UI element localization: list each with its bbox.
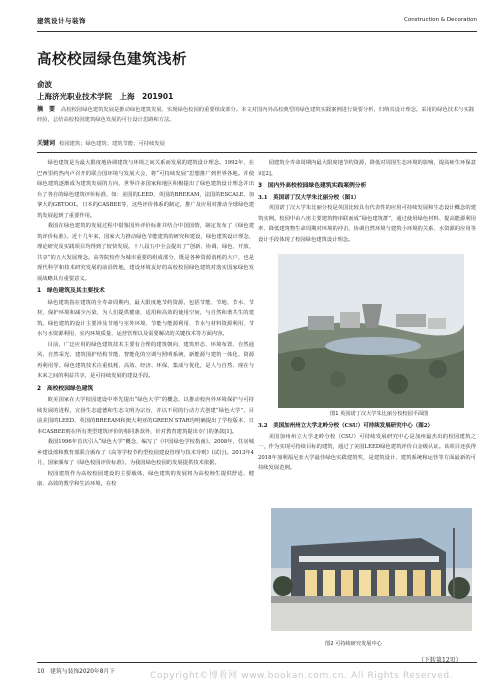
- figure-1-caption: 图1 英国诺丁汉大学朱比丽分校校园平面图: [330, 411, 429, 417]
- header-rule: [37, 31, 477, 32]
- abstract-rule: [37, 152, 477, 153]
- body-paragraph: 我国在绿色建筑的发展过程中借鉴国外评价标准并结合中国国情，制定发布了《绿色建筑评价标准》。近十几年来，国家大力推动绿色节能建筑的研究和建设，绿色建筑设计理念，理论研究及实践项目均得到了较快发展。十八届五中全会提出了“创新、协调、绿色、开放、共享”的五大发展理念。高等院校作为城市重要的组成部分，既是各种资源消耗的大户，也是现代科学和技术研究发展的前沿阵地，建设环境友好的高校校园绿色建筑对落实国家绿色发展战略具有重要意义。: [37, 223, 254, 282]
- keywords: [37, 138, 477, 147]
- body-paragraph: 我国1996年首次引入“绿色大学”概念，编写了《中国绿色学校指南》。2008年，住房城乡建设部和教育部联合颁布了《高等学校节约型校园建设管理与技术导则》(试行)。2013年4月，国家颁布了《绿色校园评价标准》，为我国绿色校园的发展提供技术依据。: [37, 439, 254, 466]
- section-heading: 1 绿色建筑及其主要技术: [37, 288, 105, 294]
- page-footer: 10 建筑与装饰2020年8月下: [37, 669, 115, 675]
- abstract: [37, 105, 477, 125]
- footer-rule: [37, 662, 477, 663]
- continued-note: （下转第12页）: [418, 657, 462, 664]
- author-name: 俞波: [37, 80, 52, 89]
- figure-1-campus-plan: [278, 254, 464, 408]
- running-header: [37, 14, 477, 30]
- figure-2-research-center: [271, 508, 472, 631]
- section-heading: 2 高校校园绿色建筑: [37, 385, 94, 392]
- header-section: 建筑设计与装饰: [37, 17, 86, 25]
- section-heading: 3.1 英国诺丁汉大学朱比丽分校（图1）: [258, 194, 360, 201]
- left-column: [37, 158, 254, 658]
- right-column-bottom: [258, 420, 476, 502]
- section-heading: 3 国内外高校校园绿色建筑实践案例分析: [258, 183, 367, 189]
- article-title: 高校校园绿色建筑浅析: [37, 52, 187, 68]
- keywords-text: 校园建筑；绿色建筑；建筑节能；可持续发展: [59, 141, 165, 147]
- header-section-en: Construction & Decoration: [404, 17, 477, 23]
- abstract-label: 摘 要: [37, 106, 56, 113]
- body-paragraph: 绿色建筑是为最大限度地协调建筑与环境之间关系而发展的建筑设计理念。1992年，在巴西里约热内卢召开的联合国环境与发展大会，将“可持续发展”思想推广到世界各地。并使绿色建筑逐渐成为建筑发展的方向，世界许多国家和地区积极提出了绿色建筑设计理念并出台了各自的绿色建筑评价标准，如：美国的LEED，英国的BREEAM，法国的ESCALE，加拿大的GBTOOL，日本的CASBEE等，这些评价体系的制定，推广及应用对推动全球绿色建筑发展起到了重要作用。: [37, 160, 254, 219]
- right-column-top: [258, 158, 476, 248]
- body-paragraph: 英国诺丁汉大学朱比丽分校是英国比较具有代表性的应用可持续发展和生态设计概念的建筑实例。校园中由八座主要建筑物串联而成“绿色建筑群”，通过使用绿色材料、提高能源利用率、降低建筑物生命周期对环境的冲击、协调自然环境与建筑小环境的关系、水资源的应用等设计手段体现了校园绿色建筑设计理念。: [258, 205, 476, 243]
- body-paragraph: 欧美国家在大学校园建设中率先提出“绿色大学”的概念，以推动校内外环境保护与可持续发展的进程，宣扬生态道德和生态文明为宗旨，并以不同的行动方式创建“绿色大学”，目前美国的LEED、英国的BREEAM和澳大利亚的GREEN STAR均明确提出了学校版本，日本CASBEE则在所有类型建筑评价的相同条款外，针对教育建筑提出专门的条款[1]。: [37, 397, 254, 435]
- campus-plan-illustration: [278, 254, 464, 408]
- body-paragraph: 目前，广泛应用的绿色建筑技术主要有合理的建筑朝向、建筑形态、环境布置、自然通风、自然采光、建筑围护结构节能、智能化的空调与照明系统、新能源与建筑一体化、资源再利用等。绿色建筑技术注重低耗、高效、经济、环保、集成与优化，是人与自然、现在与未来之间的利益共享，是可持续发展的建设手段。: [37, 341, 254, 379]
- body-paragraph: 绿色建筑指在建筑的全寿命周期内，最大限度地节约资源，包括节能、节地、节水、节材，保护环境和减少污染，为人们提供健康、适用和高效的使用空间，与自然和谐共生的建筑。绿色建筑的设计主要涉及节地与室外环境、节能与能源利用、节水与材料资源利用、节水与水资源利用、室内环境质量、运营管理以及需要解决的关键技术等方面内容。: [37, 299, 254, 337]
- copyright-watermark: Copyright©博看网 www.bookan.com.cn. All Rights Reserved.: [150, 671, 454, 681]
- author-affiliation: 上海济光职业技术学院 上海 201901: [37, 92, 174, 101]
- abstract-text: 高校校园绿色建筑发展是推动绿色建筑发展、实现绿色校园的重要组成部分。本文对国内外高校典型的绿色建筑实践案例进行简要分析，归纳其设计理念。采用的绿色技术与实践经验，总结高校校园建筑绿色发展的可行设计思路和方法。: [37, 107, 475, 123]
- body-paragraph: 美国加州州立大学北岭分校（CSU）可持续发展研究中心是加州最杰出的校园建筑之一，作为实现可持续目标的建筑，通过了美国LEED绿色建筑评价白金级认证。该项目还获得2018年加利福尼亚大学最佳绿色实践建筑奖，是建筑设计、建筑系统和运营等方面最新的可持续发展范例。: [258, 433, 476, 471]
- research-center-illustration: [271, 508, 472, 631]
- body-paragraph: 校园建筑作为高校校园建设的主要载体，绿色建筑的发展将为高校师生提供舒适、健康、高效的教学和生活环境。在校: [37, 470, 254, 487]
- body-paragraph: 园建筑全寿命周期内最大限度地节约资源，降低对周围生态环境的影响，提高师生环保意识[2]。: [258, 160, 476, 177]
- section-heading: 3.2 美国加州州立大学北岭分校（CSU）可持续发展研究中心（图2）: [258, 423, 434, 429]
- figure-2-caption: 图2 可持续研究发展中心: [325, 641, 382, 647]
- keywords-label: 关键词: [37, 140, 56, 147]
